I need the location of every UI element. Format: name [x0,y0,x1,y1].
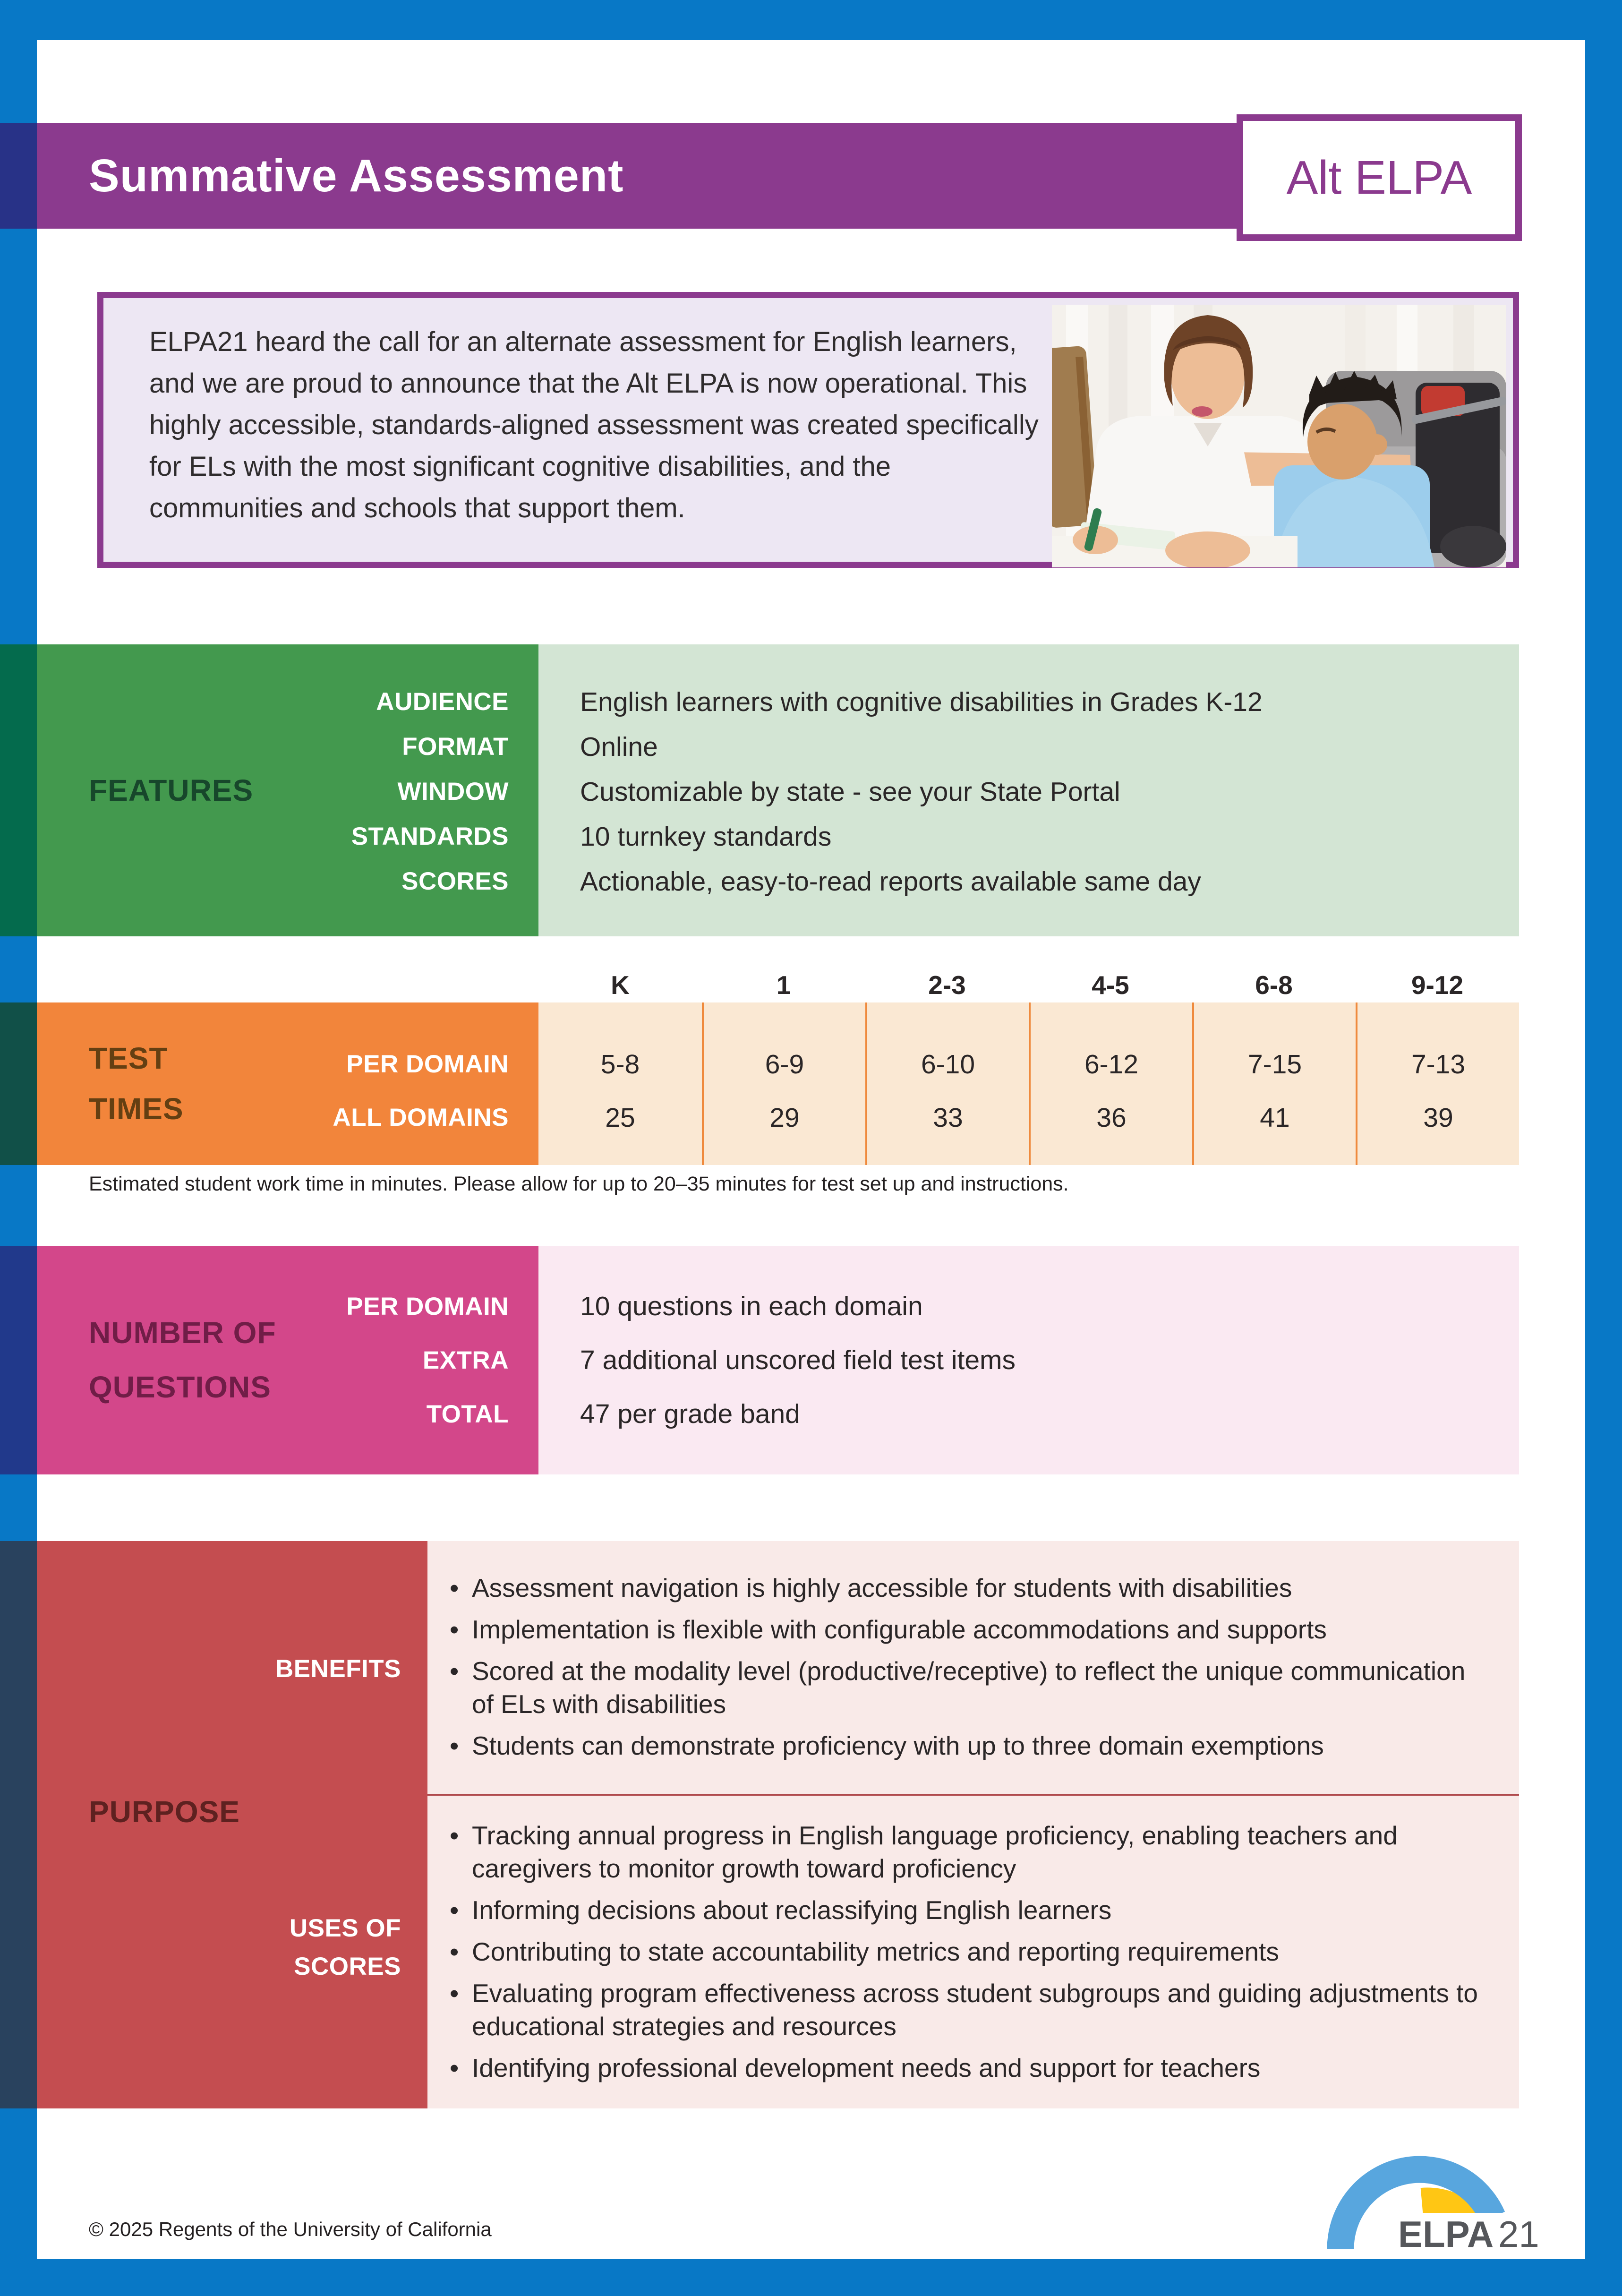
grade-band-headers [538,964,1519,1006]
all-domains-value: 29 [769,1102,800,1133]
logo-text-elpa: ELPA [1398,2213,1494,2253]
test-times-title-line2: TIMES [89,1092,184,1126]
features-label-audience: AUDIENCE [376,688,509,716]
all-domains-value: 41 [1260,1102,1290,1133]
test-times-column-1 [702,1002,865,1165]
questions-label-extra: EXTRA [422,1346,509,1374]
page-title: Summative Assessment [89,150,624,201]
features-value-standards: 10 turnkey standards [580,821,832,852]
test-times-label-all-domains: ALL DOMAINS [333,1104,509,1131]
use-item: • Contributing to state accountability metrics and reporting requirements [427,1935,1481,1968]
features-row-labels [37,679,538,904]
benefit-item: • Scored at the modality level (productive/receptive) to reflect the unique communication of ELs with disabilities [427,1654,1481,1721]
purpose-content-panel [427,1541,1519,2108]
uses-of-scores-label [37,1909,427,1986]
per-domain-value: 6-10 [921,1049,975,1079]
all-domains-value: 39 [1423,1102,1453,1133]
per-domain-value: 6-12 [1084,1049,1139,1079]
test-times-row-labels [37,1037,538,1144]
test-times-column-9-12 [1356,1002,1519,1165]
intro-box [97,292,1519,568]
questions-title-line1: NUMBER OF [89,1316,276,1350]
questions-panel [37,1246,538,1474]
grade-header-9-12: 9-12 [1411,970,1464,1000]
grade-header-6-8: 6-8 [1255,970,1293,1000]
features-value-audience: English learners with cognitive disabilities in Grades K-12 [580,686,1263,717]
header-accent-bar [0,123,37,229]
uses-label-line2: SCORES [294,1953,401,1980]
questions-value-extra: 7 additional unscored field test items [580,1345,1016,1375]
uses-label-line1: USES OF [289,1914,401,1942]
all-domains-value: 33 [933,1102,963,1133]
questions-value-per-domain: 10 questions in each domain [580,1291,923,1321]
features-label-format: FORMAT [402,733,509,761]
questions-values [538,1279,1519,1441]
per-domain-value: 6-9 [765,1049,804,1079]
benefit-item: • Students can demonstrate proficiency with up to three domain exemptions [427,1729,1481,1762]
grade-header-1: 1 [776,970,791,1000]
features-values [538,679,1519,904]
alt-elpa-badge-label: Alt ELPA [1286,151,1472,204]
purpose-section-title: PURPOSE [89,1795,240,1829]
features-value-window: Customizable by state - see your State Portal [580,776,1120,807]
test-times-table [538,1002,1519,1165]
questions-row-labels [37,1279,538,1441]
elpa21-logo-graphic [1327,2125,1545,2253]
benefits-label: BENEFITS [275,1655,401,1683]
use-item: • Identifying professional development needs and support for teachers [427,2051,1481,2084]
questions-title-line2: QUESTIONS [89,1370,271,1404]
benefit-item: • Assessment navigation is highly accessible for students with disabilities [427,1571,1481,1604]
test-times-title-line1: TEST [89,1041,168,1075]
test-times-note: Estimated student work time in minutes. Please allow for up to 20–35 minutes for test set up and instructions. [89,1173,1069,1195]
teacher-student-photo [1052,305,1506,567]
test-times-column-2-3 [865,1002,1029,1165]
grade-header-2-3: 2-3 [928,970,966,1000]
features-label-scores: SCORES [401,867,509,895]
per-domain-value: 7-13 [1411,1049,1466,1079]
test-times-label-per-domain: PER DOMAIN [346,1050,509,1078]
features-panel [37,644,538,936]
all-domains-value: 25 [605,1102,635,1133]
logo-text-21: 21 [1498,2213,1539,2253]
photo-illustration [1052,305,1506,567]
test-times-column-6-8 [1192,1002,1356,1165]
purpose-divider-line [427,1794,1519,1796]
grade-header-4-5: 4-5 [1092,970,1129,1000]
features-value-format: Online [580,731,658,762]
features-value-scores: Actionable, easy-to-read reports available same day [580,866,1201,897]
benefit-item: • Implementation is flexible with configurable accommodations and supports [427,1613,1481,1646]
copyright-text: © 2025 Regents of the University of California [89,2218,492,2240]
per-domain-value: 5-8 [600,1049,640,1079]
test-times-column-k [538,1002,702,1165]
features-label-standards: STANDARDS [351,822,509,850]
purpose-panel [37,1541,427,2108]
uses-of-scores-list [427,1819,1481,2093]
benefits-list [427,1571,1481,1771]
questions-label-total: TOTAL [426,1400,509,1428]
elpa21-logo [1327,2125,1545,2253]
use-item: • Evaluating program effectiveness across student subgroups and guiding adjustments to educational strategies and resources [427,1977,1481,2043]
per-domain-value: 7-15 [1247,1049,1302,1079]
features-accent-bar [0,644,37,936]
questions-label-per-domain: PER DOMAIN [346,1292,509,1320]
alt-elpa-badge [1237,114,1522,241]
questions-accent-bar [0,1246,37,1474]
intro-paragraph: ELPA21 heard the call for an alternate assessment for English learners, and we are proud to announce that the Alt ELPA is now operational. This highly accessible, standards-aligned assessment was created specifically for ELs with the most significant cognitive disabilities, and the communities and schools that support them. [149,326,1039,523]
questions-values-panel [538,1246,1519,1474]
test-times-column-4-5 [1029,1002,1192,1165]
all-domains-value: 36 [1096,1102,1127,1133]
features-label-window: WINDOW [397,778,509,805]
features-values-panel [538,644,1519,936]
test-times-panel [37,1002,538,1165]
grade-header-k: K [611,970,630,1000]
features-section-title: FEATURES [89,773,254,807]
use-item: • Informing decisions about reclassifying English learners [427,1893,1481,1927]
test-times-accent-bar [0,1002,37,1165]
use-item: • Tracking annual progress in English language proficiency, enabling teachers and caregivers to monitor growth toward proficiency [427,1819,1481,1885]
purpose-accent-bar [0,1541,37,2108]
questions-value-total: 47 per grade band [580,1399,800,1429]
